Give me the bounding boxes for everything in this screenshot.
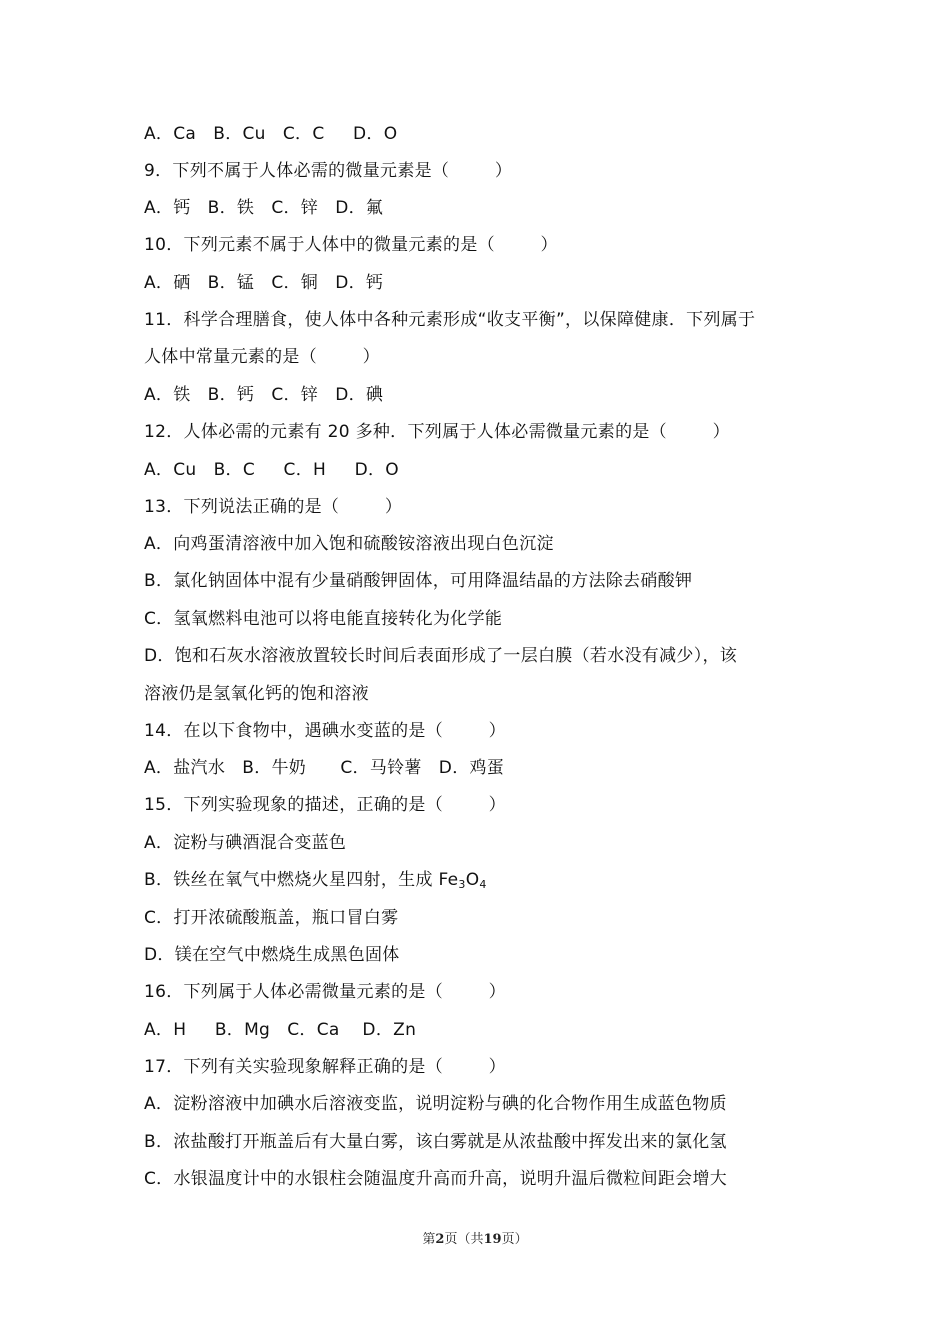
text-line-formula [144, 869, 487, 891]
text-line: A．盐汽水 B．牛奶 C．马铃薯 D．鸡蛋 [144, 758, 505, 778]
question-9: 9．下列不属于人体必需的微量元素是（ ） [144, 161, 513, 181]
page-footer [0, 1228, 950, 1247]
text-line: A．Cu B．C C．H D．O [144, 460, 399, 480]
text-line: A．H B．Mg C．Ca D．Zn [144, 1020, 417, 1040]
text-line: C．氢氧燃料电池可以将电能直接转化为化学能 [144, 609, 503, 629]
text-segment: B．铁丝在氧气中燃烧火星四射，生成 Fe [144, 870, 459, 890]
page-number: 2 [435, 1232, 445, 1247]
question-13: 13．下列说法正确的是（ ） [144, 497, 403, 517]
text-line: A．淀粉与碘酒混合变蓝色 [144, 833, 347, 853]
page-total: 19 [483, 1232, 502, 1247]
question-11: 11．科学合理膳食，使人体中各种元素形成“收支平衡”，以保障健康．下列属于 [144, 310, 756, 330]
text-segment: O [465, 870, 480, 890]
question-10: 10．下列元素不属于人体中的微量元素的是（ ） [144, 235, 558, 255]
text-line: A．Ca B．Cu C．C D．O [144, 124, 398, 144]
question-12: 12．人体必需的元素有 20 多种．下列属于人体必需微量元素的是（ ） [144, 422, 730, 442]
text-line: B．氯化钠固体中混有少量硝酸钾固体，可用降温结晶的方法除去硝酸钾 [144, 571, 693, 591]
text-line: 人体中常量元素的是（ ） [144, 347, 380, 367]
text-line: D．镁在空气中燃烧生成黑色固体 [144, 945, 400, 965]
footer-prefix: 第 [422, 1232, 436, 1247]
text-line: A．铁 B．钙 C．锌 D．碘 [144, 385, 384, 405]
subscript: 4 [479, 878, 487, 891]
text-line: D．饱和石灰水溶液放置较长时间后表面形成了一层白膜（若水没有减少），该 [144, 646, 738, 666]
footer-middle: 页（共 [444, 1232, 484, 1247]
text-line: C．水银温度计中的水银柱会随温度升高而升高，说明升温后微粒间距会增大 [144, 1169, 728, 1189]
subscript: 3 [458, 878, 466, 891]
text-line: 溶液仍是氢氧化钙的饱和溶液 [144, 684, 369, 704]
question-17: 17．下列有关实验现象解释正确的是（ ） [144, 1057, 506, 1077]
question-14: 14．在以下食物中，遇碘水变蓝的是（ ） [144, 721, 506, 741]
text-line: A．淀粉溶液中加碘水后溶液变监，说明淀粉与碘的化合物作用生成蓝色物质 [144, 1094, 727, 1114]
text-line: B．浓盐酸打开瓶盖后有大量白雾，该白雾就是从浓盐酸中挥发出来的氯化氢 [144, 1132, 727, 1152]
question-15: 15．下列实验现象的描述，正确的是（ ） [144, 795, 506, 815]
footer-suffix: 页） [501, 1232, 528, 1247]
question-16: 16．下列属于人体必需微量元素的是（ ） [144, 982, 506, 1002]
text-line: A．硒 B．锰 C．铜 D．钙 [144, 273, 384, 293]
text-line: A．向鸡蛋清溶液中加入饱和硫酸铵溶液出现白色沉淀 [144, 534, 554, 554]
text-line: A．钙 B．铁 C．锌 D．氟 [144, 198, 384, 218]
text-line: C．打开浓硫酸瓶盖，瓶口冒白雾 [144, 908, 399, 928]
